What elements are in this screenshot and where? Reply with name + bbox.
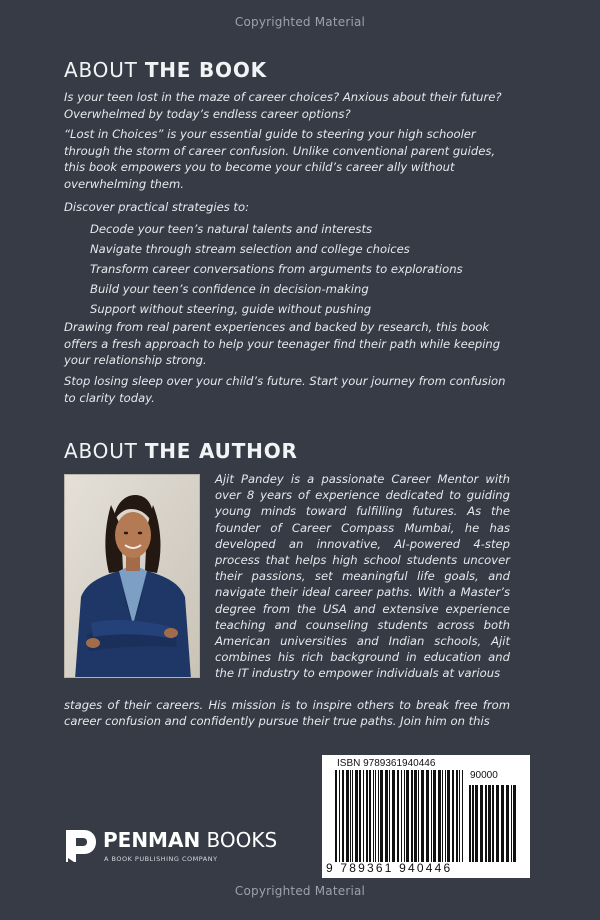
price-code: 90000 (470, 770, 498, 781)
strategies-list (90, 219, 520, 319)
barcode-bar (442, 770, 443, 862)
barcode-bar (397, 770, 399, 862)
about-author-heading-bold: THE AUTHOR (144, 439, 298, 463)
barcode-bar (431, 770, 432, 862)
barcode-bar (426, 770, 429, 862)
barcode-bars (334, 770, 466, 862)
barcode-bar (433, 770, 436, 862)
book-approach: Drawing from real parent experiences and backed by research, this book offers a fresh approach to help your teenager find their path while keeping your relationship strong. (64, 320, 501, 367)
author-portrait-illustration (65, 475, 200, 678)
about-author-heading-light: ABOUT (64, 439, 145, 463)
barcode-bar (480, 785, 483, 862)
book-call-to-action: Stop losing sleep over your child’s future. Start your journey from confusion to clarity today. (64, 374, 506, 405)
about-book-heading (64, 58, 267, 82)
strategy-item: Support without steering, guide without pushing (90, 302, 372, 316)
barcode-bar (342, 770, 344, 862)
book-intro-questions: Is your teen lost in the maze of career choices? Anxious about their future? Overwhelmed by today’s endless career options? (64, 90, 502, 121)
barcode-bar (414, 770, 417, 862)
barcode-bar (369, 770, 371, 862)
barcode-bar (359, 770, 361, 862)
barcode-bar (392, 770, 395, 862)
about-book-heading-bold: THE BOOK (144, 58, 267, 82)
barcode-bar (335, 770, 337, 862)
barcode-bar (456, 770, 458, 862)
barcode-bar (355, 770, 358, 862)
isbn-digits: 9 789361 940446 (326, 861, 453, 875)
barcode-bar (513, 785, 516, 862)
barcode-bar (346, 770, 349, 862)
strategy-item: Build your teen’s confidence in decision-making (90, 282, 369, 296)
barcode-bar (472, 785, 474, 862)
about-book-heading-light: ABOUT (64, 58, 145, 82)
strategy-item: Navigate through stream selection and college choices (90, 242, 410, 256)
barcode-bar (447, 770, 450, 862)
barcode-bar (506, 785, 509, 862)
barcode-bar (389, 770, 390, 862)
barcode-bar (485, 785, 487, 862)
strategy-item: Transform career conversations from arguments to explorations (90, 262, 463, 276)
copyright-watermark-top: Copyrighted Material (234, 15, 366, 29)
publisher-name-light: BOOKS (200, 828, 278, 852)
barcode-bar (380, 770, 383, 862)
publisher-logo (62, 826, 302, 866)
barcode-bar (411, 770, 413, 862)
isbn-label: ISBN 9789361940446 (337, 758, 436, 769)
barcode-bar (421, 770, 424, 862)
barcode-bar (352, 770, 353, 862)
barcode-bar (363, 770, 364, 862)
author-photo (64, 474, 200, 678)
strategies-intro: Discover practical strategies to: (64, 200, 249, 214)
author-bio: Ajit Pandey is a passionate Career Mentor with over 8 years of experience dedicated to guiding young minds toward fulfilling futures. As the founder of Career Compass Mumbai, he has developed an innovative, AI-powered 4-step process that helps high school students uncover their passions, set meaningful life goals, and navigate their ideal career paths. With a Master’s degree from the USA and extensive experience teaching and counseling students across both American universities and Indian schools, Ajit combines his rich background in education and the IT industry to empower individuals at various (215, 472, 510, 681)
barcode-bar (401, 770, 402, 862)
barcode-bar (366, 770, 368, 862)
price-addon-bars (468, 785, 520, 862)
barcode-bar (373, 770, 374, 862)
barcode-bar (452, 770, 454, 862)
author-bio-continued: stages of their careers. His mission is to inspire others to break free from career confusion and confidently pursue their true paths. Join him on this (64, 698, 510, 729)
isbn-barcode (322, 755, 530, 878)
barcode-bar (462, 770, 463, 862)
barcode-bar (418, 770, 419, 862)
barcode-bar (339, 770, 340, 862)
strategy-item: Decode your teen’s natural talents and interests (90, 222, 373, 236)
barcode-bar (492, 785, 494, 862)
barcode-bar (385, 770, 388, 862)
barcode-bar (469, 785, 471, 862)
barcode-bar (406, 770, 409, 862)
barcode-bar (378, 770, 379, 862)
barcode-bar (475, 785, 478, 862)
book-description: “Lost in Choices” is your essential guide to steering your high schooler through the storm of career confusion. Unlike conventional parent guides, this book empowers you to become your child’s career ally without overwhelming them. (64, 127, 496, 191)
barcode-bar (350, 770, 351, 862)
barcode-bar (501, 785, 504, 862)
barcode-bar (488, 785, 491, 862)
barcode-bar (445, 770, 446, 862)
publisher-tagline: A BOOK PUBLISHING COMPANY (104, 855, 218, 863)
copyright-watermark-bottom: Copyrighted Material (234, 884, 366, 898)
about-author-heading (64, 439, 298, 463)
publisher-name-bold: PENMAN (103, 828, 201, 852)
barcode-bar (496, 785, 499, 862)
barcode-bar (459, 770, 460, 862)
barcode-bar (404, 770, 405, 862)
penman-logo-icon (62, 828, 98, 864)
publisher-name (103, 828, 277, 852)
barcode-bar (438, 770, 441, 862)
barcode-bar (511, 785, 512, 862)
barcode-bar (375, 770, 376, 862)
